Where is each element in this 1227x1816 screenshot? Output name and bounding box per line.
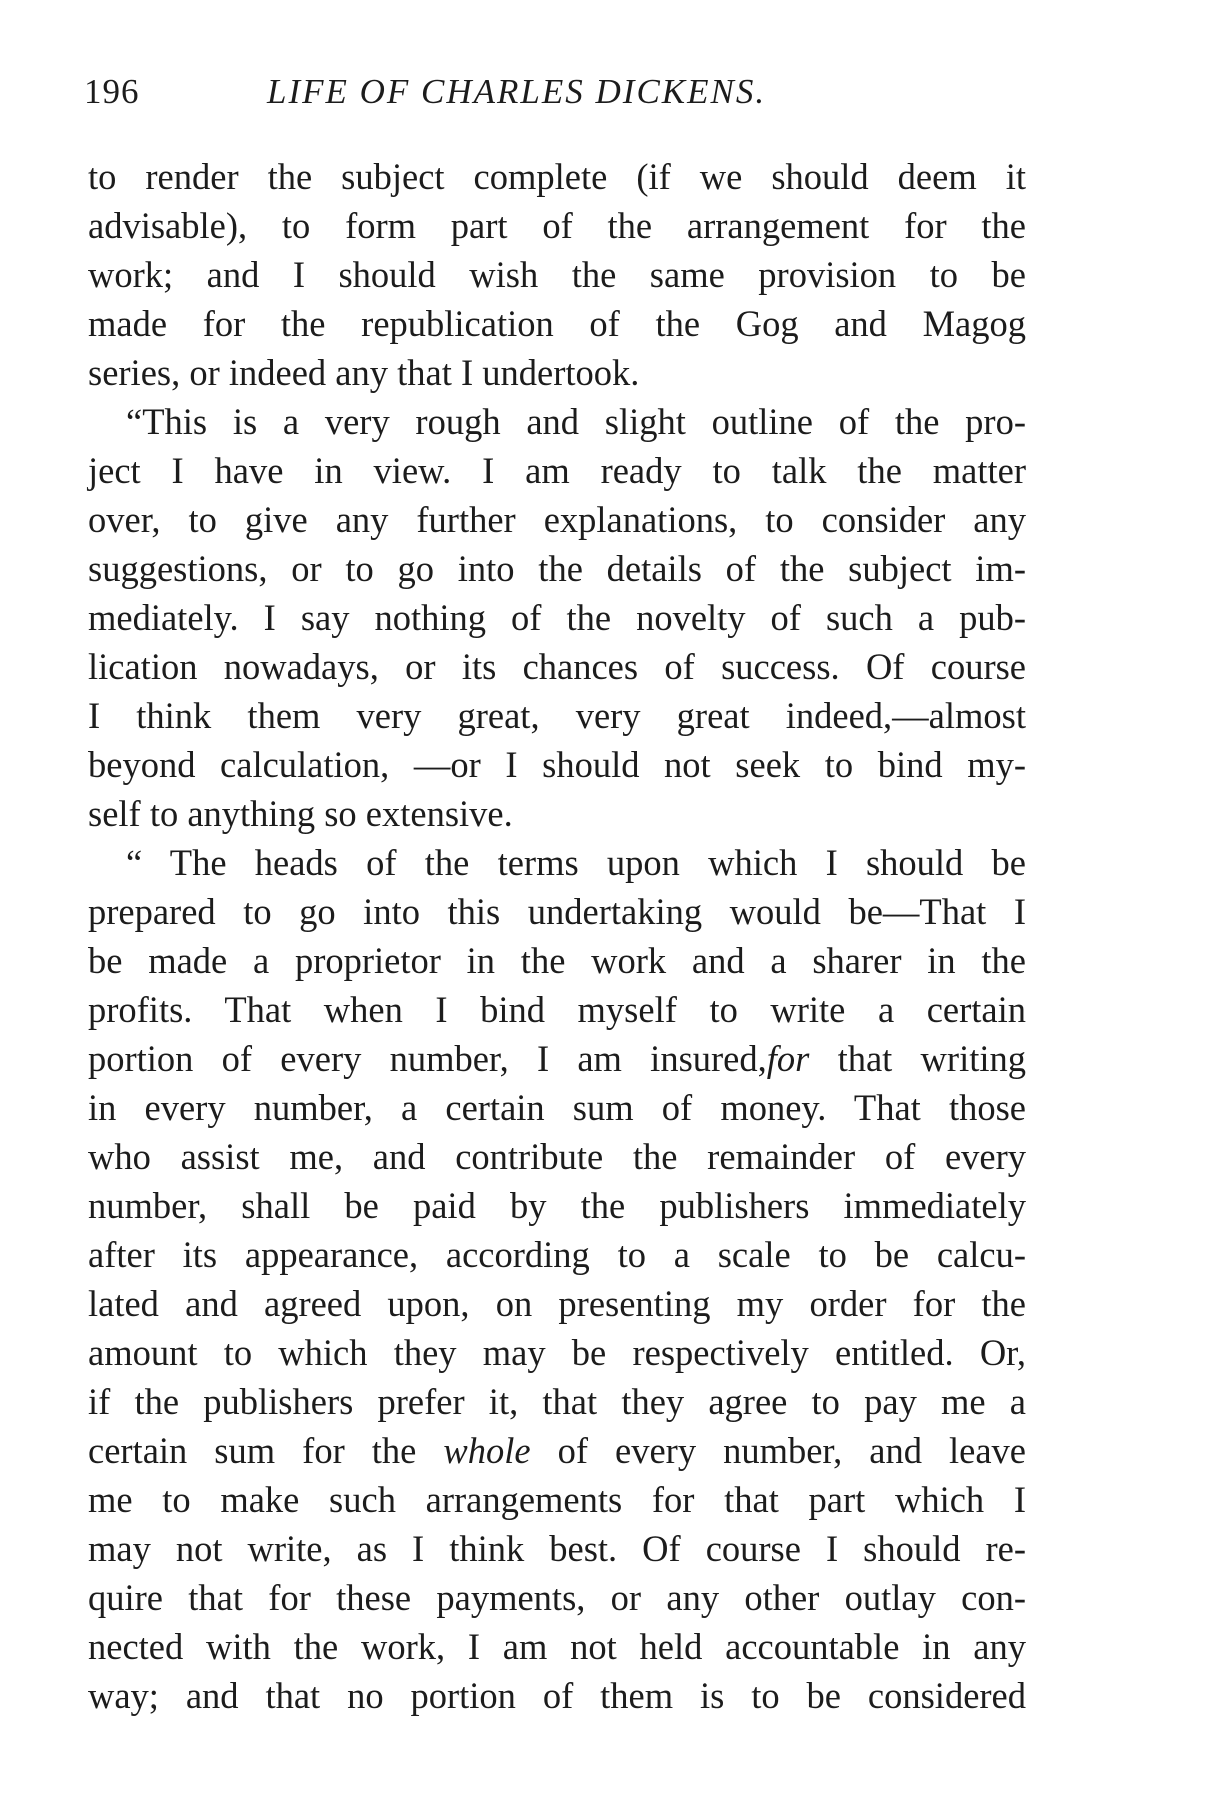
text-line: self to anything so extensive. [88,793,513,834]
body-text [88,152,1026,1720]
text-line: lication nowadays, or its chances of success. Of course [88,646,1026,687]
page-number: 196 [84,72,140,111]
running-title: LIFE OF CHARLES DICKENS. [267,72,767,111]
text-line: number, shall be paid by the publishers immediately [88,1185,1026,1226]
text-line: who assist me, and contribute the remainder of every [88,1136,1026,1177]
text-line: to render the subject complete (if we should deem it [88,156,1026,197]
text-line: suggestions, or to go into the details of the subject im- [88,548,1026,589]
text-line: in every number, a certain sum of money. That those [88,1087,1026,1128]
text-line: beyond calculation, —or I should not seek to bind my- [88,744,1026,785]
text-line: may not write, as I think best. Of course I should re- [88,1528,1026,1569]
text-line: series, or indeed any that I undertook. [88,352,640,393]
paragraph-start-line: “This is a very rough and slight outline of the pro- [126,401,1026,442]
text-line: quire that for these payments, or any other outlay con- [88,1577,1026,1618]
text-line: after its appearance, according to a scale to be calcu- [88,1234,1026,1275]
paragraph-start-line: “ The heads of the terms upon which I should be [126,842,1026,883]
text-segment: certain sum for the [88,1430,444,1471]
text-line: over, to give any further explanations, to consider any [88,499,1026,540]
text-line: profits. That when I bind myself to write a certain [88,989,1026,1030]
text-segment: that writing [809,1038,1026,1079]
text-line-with-italic [88,1426,1026,1475]
text-line: prepared to go into this undertaking would be—That I [88,891,1026,932]
text-line: lated and agreed upon, on presenting my order for the [88,1283,1026,1324]
italic-word: whole [443,1430,531,1471]
text-line: nected with the work, I am not held accountable in any [88,1626,1026,1667]
italic-word: for [766,1038,810,1079]
text-line: me to make such arrangements for that part which I [88,1479,1026,1520]
running-head [84,62,1024,122]
text-line: advisable), to form part of the arrangement for the [88,205,1026,246]
text-line-with-italic [88,1034,1026,1083]
text-line: I think them very great, very great indeed,—almost [88,695,1026,736]
text-line: if the publishers prefer it, that they agree to pay me a [88,1381,1026,1422]
text-line: work; and I should wish the same provision to be [88,254,1026,295]
text-line: way; and that no portion of them is to be considered [88,1675,1026,1716]
text-line: amount to which they may be respectively entitled. Or, [88,1332,1026,1373]
text-line: made for the republication of the Gog and Magog [88,303,1026,344]
text-line: ject I have in view. I am ready to talk the matter [88,450,1026,491]
text-line: be made a proprietor in the work and a sharer in the [88,940,1026,981]
text-segment: of every number, and leave [530,1430,1026,1471]
text-line: mediately. I say nothing of the novelty of such a pub- [88,597,1026,638]
text-segment: portion of every number, I am insured, [88,1038,767,1079]
